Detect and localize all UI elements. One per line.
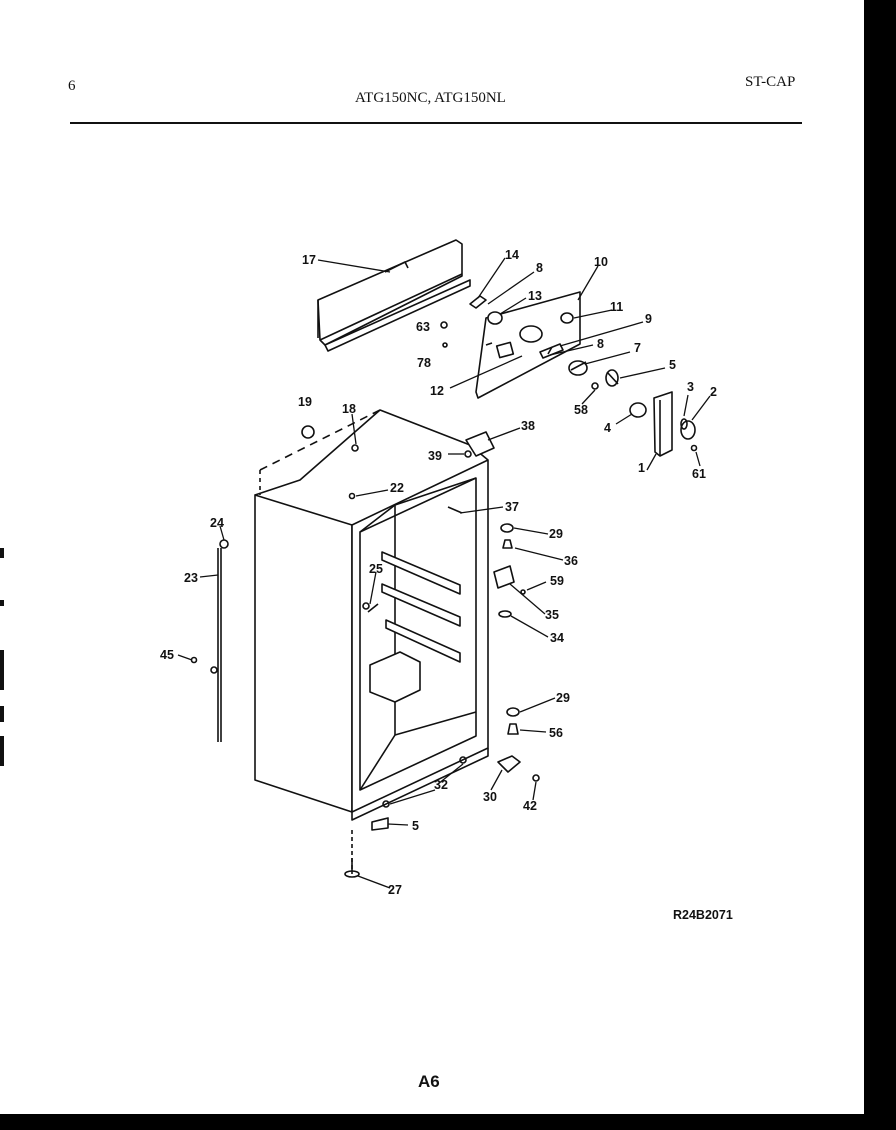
callout-12: 12 [430, 384, 444, 398]
callout-14: 14 [505, 248, 519, 262]
scan-mark [0, 548, 4, 558]
callout-5: 5 [669, 358, 676, 372]
top-hinge-part [465, 432, 494, 457]
callout-27: 27 [388, 883, 402, 897]
sheet-label: A6 [418, 1072, 440, 1091]
drawing-code: R24B2071 [673, 908, 733, 922]
callout-37: 37 [505, 500, 519, 514]
callout-56: 56 [549, 726, 563, 740]
callout-25: 25 [369, 562, 383, 576]
callout-9: 9 [645, 312, 652, 326]
callout-35: 35 [545, 608, 559, 622]
callout-19: 19 [298, 395, 312, 409]
callout-8: 8 [536, 261, 543, 275]
callout-61: 61 [692, 467, 706, 481]
callout-11: 11 [610, 300, 624, 314]
callout-29: 29 [556, 691, 570, 705]
callout-24: 24 [210, 516, 224, 530]
page-number: 6 [68, 78, 76, 94]
scan-mark [0, 736, 4, 766]
model-title: ATG150NC, ATG150NL [355, 90, 506, 106]
callout-8: 8 [597, 337, 604, 351]
scan-mark [0, 600, 4, 606]
callout-59: 59 [550, 574, 564, 588]
callout-63: 63 [416, 320, 430, 334]
callout-13: 13 [528, 289, 542, 303]
callout-36: 36 [564, 554, 578, 568]
callout-2: 2 [710, 385, 717, 399]
callout-30: 30 [483, 790, 497, 804]
callout-45: 45 [160, 648, 174, 662]
callout-22: 22 [390, 481, 404, 495]
callout-4: 4 [604, 421, 611, 435]
top-rail-part [318, 240, 470, 351]
callout-58: 58 [574, 403, 588, 417]
callout-39: 39 [428, 449, 442, 463]
callout-34: 34 [550, 631, 564, 645]
callout-10: 10 [594, 255, 608, 269]
callout-17: 17 [302, 253, 316, 267]
refrigerator-cabinet [255, 410, 488, 820]
section-code: ST-CAP [745, 74, 796, 90]
callout-5: 5 [412, 819, 419, 833]
callout-32: 32 [434, 778, 448, 792]
callout-29: 29 [549, 527, 563, 541]
scan-mark [0, 706, 4, 722]
callout-7: 7 [634, 341, 641, 355]
callout-78: 78 [417, 356, 431, 370]
callout-3: 3 [687, 380, 694, 394]
callout-38: 38 [521, 419, 535, 433]
scan-mark [0, 650, 4, 690]
callout-18: 18 [342, 402, 356, 416]
callout-42: 42 [523, 799, 537, 813]
callout-23: 23 [184, 571, 198, 585]
callout-1: 1 [638, 461, 645, 475]
